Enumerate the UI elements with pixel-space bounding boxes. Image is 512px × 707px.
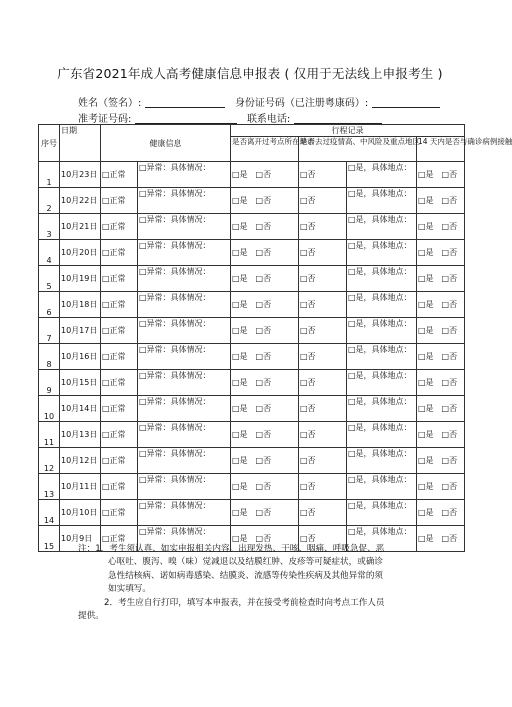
risk-area-no-checkbox[interactable]: □否: [299, 526, 347, 552]
health-normal-checkbox[interactable]: □正常: [101, 526, 138, 552]
row-date: 10月9日: [60, 526, 101, 552]
risk-area-no-checkbox[interactable]: □否: [299, 344, 347, 370]
info-row-2: [78, 110, 382, 125]
info-row-1: [78, 94, 440, 109]
health-normal-checkbox[interactable]: □正常: [101, 448, 138, 474]
table-row: [39, 422, 465, 448]
contact-yes-no[interactable]: □是 □否: [417, 500, 465, 526]
contact-yes-no[interactable]: □是 □否: [417, 370, 465, 396]
id-label: 身份证号码（已注册粤康码）:: [234, 98, 372, 109]
risk-area-yes-place[interactable]: □是，具体地点：: [347, 214, 417, 240]
table-row: [39, 214, 465, 240]
health-abnormal-checkbox[interactable]: □异常：具体情况：: [138, 396, 231, 422]
left-city-yes-no[interactable]: □是 □否: [231, 344, 299, 370]
name-label: 姓名（签名）:: [78, 98, 145, 109]
left-city-yes-no[interactable]: □是 □否: [231, 266, 299, 292]
left-city-yes-no[interactable]: □是 □否: [231, 526, 299, 552]
health-declaration-table: [38, 124, 512, 552]
exam-no-label: 准考证号码:: [78, 114, 135, 125]
row-seq: 9: [39, 370, 60, 396]
risk-area-no-checkbox[interactable]: □否: [299, 292, 347, 318]
health-abnormal-checkbox[interactable]: □异常：具体情况：: [138, 422, 231, 448]
row-date: 10月16日: [60, 344, 101, 370]
row-seq: 13: [39, 474, 60, 500]
row-date: 10月14日: [60, 396, 101, 422]
health-abnormal-checkbox[interactable]: □异常：具体情况：: [138, 526, 231, 552]
health-normal-checkbox[interactable]: □正常: [101, 266, 138, 292]
health-normal-checkbox[interactable]: □正常: [101, 500, 138, 526]
risk-area-no-checkbox[interactable]: □否: [299, 448, 347, 474]
row-seq: 11: [39, 422, 60, 448]
risk-area-yes-place[interactable]: □是，具体地点：: [347, 344, 417, 370]
contact-yes-no[interactable]: □是 □否: [417, 292, 465, 318]
header-travel-left-city: 是否离开过考点所在地市: [231, 137, 299, 162]
left-city-yes-no[interactable]: □是 □否: [231, 396, 299, 422]
risk-area-yes-place[interactable]: □是，具体地点：: [347, 162, 417, 188]
left-city-yes-no[interactable]: □是 □否: [231, 370, 299, 396]
notes: [78, 543, 450, 623]
health-normal-checkbox[interactable]: □正常: [101, 318, 138, 344]
left-city-yes-no[interactable]: □是 □否: [231, 240, 299, 266]
health-abnormal-checkbox[interactable]: □异常：具体情况：: [138, 162, 231, 188]
row-seq: 4: [39, 240, 60, 266]
risk-area-yes-place[interactable]: □是，具体地点：: [347, 188, 417, 214]
health-abnormal-checkbox[interactable]: □异常：具体情况：: [138, 318, 231, 344]
row-date: 10月15日: [60, 370, 101, 396]
table-row: [39, 266, 465, 292]
table-row: [39, 162, 465, 188]
header-travel: 行程记录: [231, 125, 465, 137]
health-normal-checkbox[interactable]: □正常: [101, 370, 138, 396]
row-date: 10月19日: [60, 266, 101, 292]
health-abnormal-checkbox[interactable]: □异常：具体情况：: [138, 370, 231, 396]
row-seq: 15: [39, 526, 60, 552]
risk-area-yes-place[interactable]: □是，具体地点：: [347, 396, 417, 422]
left-city-yes-no[interactable]: □是 □否: [231, 448, 299, 474]
table-row: [39, 474, 465, 500]
risk-area-yes-place[interactable]: □是，具体地点：: [347, 474, 417, 500]
risk-area-no-checkbox[interactable]: □否: [299, 422, 347, 448]
risk-area-no-checkbox[interactable]: □否: [299, 240, 347, 266]
table-row: [39, 396, 465, 422]
health-normal-checkbox[interactable]: □正常: [101, 214, 138, 240]
note-1-line-d: 如实填写。: [108, 584, 151, 595]
header-travel-risk-area: 是否去过疫情高、中风险及重点地区: [299, 137, 417, 162]
health-normal-checkbox[interactable]: □正常: [101, 188, 138, 214]
row-seq: 6: [39, 292, 60, 318]
health-normal-checkbox[interactable]: □正常: [101, 474, 138, 500]
form-title: 广东省2021年成人高考健康信息申报表 ( 仅用于无法线上申报考生 ): [57, 66, 443, 81]
note-2-line-b: 提供。: [78, 611, 104, 622]
name-field[interactable]: [145, 97, 225, 108]
table-row: [39, 240, 465, 266]
risk-area-yes-place[interactable]: □是，具体地点：: [347, 292, 417, 318]
contact-yes-no[interactable]: □是 □否: [417, 240, 465, 266]
risk-area-no-checkbox[interactable]: □否: [299, 318, 347, 344]
health-normal-checkbox[interactable]: □正常: [101, 162, 138, 188]
risk-area-no-checkbox[interactable]: □否: [299, 500, 347, 526]
table-row: [39, 448, 465, 474]
contact-yes-no[interactable]: □是 □否: [417, 422, 465, 448]
health-abnormal-checkbox[interactable]: □异常：具体情况：: [138, 266, 231, 292]
risk-area-yes-place[interactable]: □是，具体地点：: [347, 500, 417, 526]
health-abnormal-checkbox[interactable]: □异常：具体情况：: [138, 240, 231, 266]
left-city-yes-no[interactable]: □是 □否: [231, 318, 299, 344]
contact-yes-no[interactable]: □是 □否: [417, 162, 465, 188]
risk-area-no-checkbox[interactable]: □否: [299, 474, 347, 500]
contact-yes-no[interactable]: □是 □否: [417, 526, 465, 552]
risk-area-no-checkbox[interactable]: □否: [299, 396, 347, 422]
header-health: 健康信息: [101, 125, 231, 162]
row-seq: 14: [39, 500, 60, 526]
risk-area-yes-place[interactable]: □是，具体地点：: [347, 448, 417, 474]
note-2-line-a: 2．考生应自行打印，填写本申报表，并在接受考前检查时向考点工作人员: [104, 597, 385, 608]
health-abnormal-checkbox[interactable]: □异常：具体情况：: [138, 448, 231, 474]
health-abnormal-checkbox[interactable]: □异常：具体情况：: [138, 188, 231, 214]
health-normal-checkbox[interactable]: □正常: [101, 344, 138, 370]
row-seq: 7: [39, 318, 60, 344]
row-date: 10月10日: [60, 500, 101, 526]
header-seq: 序号: [39, 125, 60, 162]
header-date: 日期: [60, 125, 101, 162]
header-contact-14days: 14 天内是否与确诊病例接触: [417, 137, 465, 162]
phone-field[interactable]: [294, 113, 382, 124]
risk-area-no-checkbox[interactable]: □否: [299, 214, 347, 240]
left-city-yes-no[interactable]: □是 □否: [231, 162, 299, 188]
risk-area-no-checkbox[interactable]: □否: [299, 266, 347, 292]
note-1-line-b: 心呕吐、腹泻、嗅（味）觉减退以及结膜红肿、皮疹等可疑症状，或确诊: [108, 557, 384, 568]
left-city-yes-no[interactable]: □是 □否: [231, 422, 299, 448]
health-normal-checkbox[interactable]: □正常: [101, 240, 138, 266]
left-city-yes-no[interactable]: □是 □否: [231, 500, 299, 526]
note-1-line-a: 注：1．考生须认真、如实申报相关内容。出现发热、干咳、咽痛、呼吸急促、恶: [78, 544, 385, 554]
contact-yes-no[interactable]: □是 □否: [417, 344, 465, 370]
left-city-yes-no[interactable]: □是 □否: [231, 188, 299, 214]
table-row: [39, 292, 465, 318]
row-seq: 1: [39, 162, 60, 188]
contact-yes-no[interactable]: □是 □否: [417, 188, 465, 214]
id-field[interactable]: [372, 97, 440, 108]
table-row: [39, 188, 465, 214]
risk-area-yes-place[interactable]: □是，具体地点：: [347, 370, 417, 396]
contact-yes-no[interactable]: □是 □否: [417, 214, 465, 240]
health-abnormal-checkbox[interactable]: □异常：具体情况：: [138, 344, 231, 370]
row-date: 10月23日: [60, 162, 101, 188]
risk-area-yes-place[interactable]: □是，具体地点：: [347, 266, 417, 292]
row-seq: 12: [39, 448, 60, 474]
left-city-yes-no[interactable]: □是 □否: [231, 474, 299, 500]
exam-no-field[interactable]: [135, 113, 237, 124]
risk-area-yes-place[interactable]: □是，具体地点：: [347, 240, 417, 266]
note-1-line-c: 急性结核病、诺如病毒感染、结膜炎、流感等传染性疾病及其他异常的须: [108, 570, 384, 581]
row-seq: 10: [39, 396, 60, 422]
row-date: 10月21日: [60, 214, 101, 240]
health-abnormal-checkbox[interactable]: □异常：具体情况：: [138, 474, 231, 500]
health-abnormal-checkbox[interactable]: □异常：具体情况：: [138, 214, 231, 240]
risk-area-no-checkbox[interactable]: □否: [299, 370, 347, 396]
risk-area-no-checkbox[interactable]: □否: [299, 162, 347, 188]
health-abnormal-checkbox[interactable]: □异常：具体情况：: [138, 292, 231, 318]
table-row: [39, 370, 465, 396]
row-seq: 3: [39, 214, 60, 240]
risk-area-yes-place[interactable]: □是，具体地点：: [347, 422, 417, 448]
risk-area-yes-place[interactable]: □是，具体地点：: [347, 526, 417, 552]
contact-yes-no[interactable]: □是 □否: [417, 266, 465, 292]
health-normal-checkbox[interactable]: □正常: [101, 396, 138, 422]
contact-yes-no[interactable]: □是 □否: [417, 396, 465, 422]
contact-yes-no[interactable]: □是 □否: [417, 474, 465, 500]
health-normal-checkbox[interactable]: □正常: [101, 422, 138, 448]
phone-label: 联系电话:: [246, 114, 294, 125]
row-date: 10月11日: [60, 474, 101, 500]
table-row: [39, 500, 465, 526]
row-date: 10月12日: [60, 448, 101, 474]
row-date: 10月18日: [60, 292, 101, 318]
health-normal-checkbox[interactable]: □正常: [101, 292, 138, 318]
risk-area-no-checkbox[interactable]: □否: [299, 188, 347, 214]
row-date: 10月13日: [60, 422, 101, 448]
contact-yes-no[interactable]: □是 □否: [417, 318, 465, 344]
left-city-yes-no[interactable]: □是 □否: [231, 214, 299, 240]
row-seq: 5: [39, 266, 60, 292]
contact-yes-no[interactable]: □是 □否: [417, 448, 465, 474]
left-city-yes-no[interactable]: □是 □否: [231, 292, 299, 318]
table-row: [39, 318, 465, 344]
row-date: 10月20日: [60, 240, 101, 266]
row-date: 10月17日: [60, 318, 101, 344]
table-row: [39, 344, 465, 370]
risk-area-yes-place[interactable]: □是，具体地点：: [347, 318, 417, 344]
row-date: 10月22日: [60, 188, 101, 214]
row-seq: 8: [39, 344, 60, 370]
health-abnormal-checkbox[interactable]: □异常：具体情况：: [138, 500, 231, 526]
row-seq: 2: [39, 188, 60, 214]
